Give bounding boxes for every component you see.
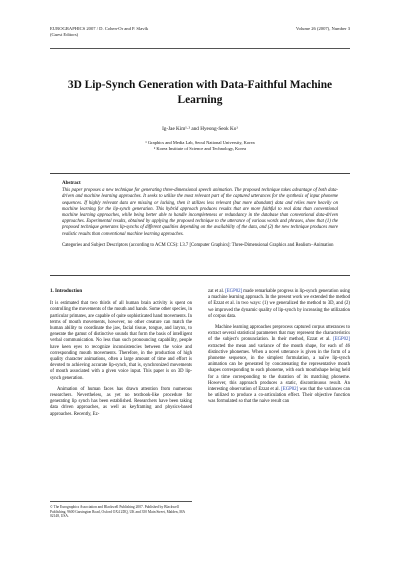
text-run: Machine learning approaches preprocess captured corpus utterances to extract several statistical parameters that may represent the characteristics of the subject's pronunciation. In their method, Ezzat et al.: [208, 325, 350, 343]
title-line-2: Learning: [177, 94, 223, 106]
abstract-block: [62, 181, 338, 249]
title-line-1: 3D Lip-Synch Generation with Data-Faithful Machine: [67, 79, 333, 91]
affiliation-2: ² Korea Institute of Science and Technology, Korea: [153, 146, 247, 152]
right-column: [208, 289, 350, 411]
paper-title: [40, 78, 360, 108]
abstract-body: This paper proposes a new technique for generating three-dimensional speech animation. The proposed technique takes advantage of both data-driven and machine learning approaches. It seeks to utilize the most relevant part of the captured utterances for the synthesis of input phoneme sequences. If highly relevant data are missing or lacking, then it utilizes less relevant (but more abundant) data and relies more heavily on machine learning for the lip-synch generation. This hybrid approach produces results that are more faithful to real data than conventional machine learning approaches, while being better able to handle incompleteness or redundancy in the database than conventional data-driven approaches. Experimental results, obtained by applying the proposed technique to the utterance of various words and phrases, show that (1) the proposed technique generates lip-synchs of different qualities depending on the availability of the data, and (2) the new technique produces more realistic results than conventional machine learning approaches.: [62, 188, 338, 237]
abstract-bottom-rule: [50, 275, 350, 276]
right-paragraph-2: [208, 325, 350, 406]
copyright-footnote: © The Eurographics Association and Blackwell Publishing 2007. Published by Blackwell Publishing, 9600 Garsington Road, Oxford OX4 2DQ, UK and 350 Main Street, Malden, MA 02148, USA.: [50, 501, 192, 519]
authors: Ig-Jae Kim¹·² and Hyeong-Seok Ko¹: [162, 126, 238, 132]
journal-line: EUROGRAPHICS 2007 / D. Cohen-Or and P. Slavík: [50, 26, 149, 31]
text-run: was that the variances can be utilized to produce a co-articulation effect. Their objective function was formulated so that the naive result can: [208, 387, 350, 405]
intro-paragraph-1: It is estimated that two thirds of all human brain activity is spent on controlling the movements of the mouth and hands. Some other species, in particular primates, are capable of quite sophisticated hand movements. In terms of mouth movements, however, no other creature can match the human ability to coordinate the jaw, facial tissue, tongue, and larynx, to generate the gamut of distinctive sounds that form the basis of intelligent verbal communication. No less than such pronouncing capability, people have keen eyes to recognize inconsistencies between the voice and corresponding mouth movements. Therefore, in the production of high quality character animations, often a large amount of time and effort is devoted to achieving accurate lip-synch, that is, synchronized movements of mouth associated with a given voice input. This paper is on 3D lip-synch generation.: [50, 301, 192, 381]
running-header-left: [50, 26, 148, 38]
text-run: extracted the mean and variance of the mouth shape, for each of 46 distinctive phonemes. When a novel utterance is given in the form of a phoneme sequence, in the simplest formulation, a naïve lip-synch animation can be generated by concatenating the representative mouth shapes corresponding to each phoneme, with each mouthshape being held for a time corresponding to the duration of its matching phoneme. However, this approach produces a static, discontinuous result. An interesting observation of Ezzat et al.: [208, 343, 350, 393]
acm-categories: Categories and Subject Descriptors (according to ACM CCS): I.3.7 [Computer Graphics]: Three-Dimensional Graphics and Realism−Animation: [62, 242, 334, 248]
citation-link-egp02[interactable]: [EGP02]: [281, 387, 299, 393]
affiliation-1: ¹ Graphics and Media Lab, Seoul National University, Korea: [145, 140, 255, 145]
abstract-top-rule: [50, 173, 350, 174]
abstract-heading: Abstract: [62, 181, 81, 186]
right-paragraph-1: [208, 289, 350, 320]
citation-link-egp02[interactable]: [EGP02]: [225, 289, 243, 294]
section-heading-introduction: 1. Introduction: [50, 289, 83, 294]
text-run: made remarkable progress in lip-synch generation using a machine learning approach. In the present work we extended the method of Ezzat et al. in two ways: (1) we generalized the method to 3D, and (2) we improved the dynamic quality of lip-synch by increasing the utilization of corpus data.: [208, 289, 350, 319]
editors-line: (Guest Editors): [50, 32, 79, 37]
affiliations: [40, 140, 360, 152]
intro-paragraph-2: Animation of human faces has drawn attention from numerous researchers. Nevertheless, as yet no textbook-like procedure for generating lip synch has been established. Researchers have been taking data driven approaches, as well as keyframing and physics-based approaches. Recently, Ez-: [50, 386, 192, 417]
left-column: [50, 289, 192, 423]
citation-link-egp02[interactable]: [EGP02]: [333, 337, 350, 343]
header-rule: [50, 48, 350, 49]
running-header-right: Volume 26 (2007), Number 3: [295, 26, 350, 31]
text-run: zat et al.: [208, 289, 226, 294]
